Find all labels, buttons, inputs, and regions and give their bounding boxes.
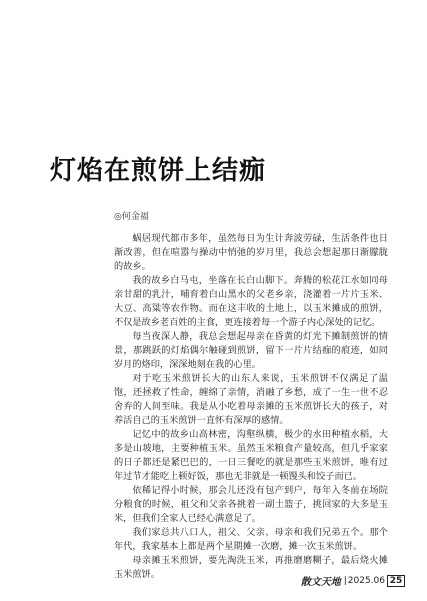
paragraph: 依稀记得小时候，那会儿还没有包产到户，每年入冬前在场院分粮食的时候，祖父和父亲各挑着一副土篮子，挑回家的大多是玉米，但我们全家人已经心满意足了。 (114, 485, 388, 524)
page-number: 25 (387, 575, 405, 587)
article-title: 灯焰在煎饼上结痂 (50, 156, 267, 186)
footer-separator: | (343, 575, 347, 586)
paragraph: 记忆中的故乡山高林密，沟壑纵横，极少的水田种植水稻，大多是山坡地，主要种植玉米。虽然玉米粮食产量较高，但几乎家家的日子都还是紧巴巴的，一日三餐吃的就是那些玉米煎饼，唯有过年过节才能吃上顿好饭，那也无非就是一顿馒头和饺子而已。 (114, 429, 388, 482)
paragraph: 我的故乡白马屯，坐落在长白山脚下。奔腾的松花江水如同母亲甘甜的乳汁，哺育着白山黑水的父老乡亲，浇灌着一片片玉米、大豆、高粱等农作物。而在这丰收的土地上，以玉米摊成的煎饼，不仅是故乡老百姓的主食，更连接着每一个游子内心深处的记忆。 (114, 275, 388, 328)
paragraph: 我们家总共八口人，祖父、父亲、母亲和我们兄弟五个。那个年代，我家基本上都是两个星期摊一次磨，摊一次玉米煎饼。 (114, 527, 388, 552)
paragraph: 对于吃玉米煎饼长大的山东人来说，玉米煎饼不仅满足了温饱，还拯救了性命，缠绵了亲情，消融了乡愁，成了一生一世不忍舍弃的人间至味。我是从小吃着母亲摊的玉米煎饼长大的孩子，对养活自己的玉米煎饼一直怀有深厚的感情。 (114, 373, 388, 426)
issue-date: 2025.06 (347, 575, 385, 586)
magazine-name: 散文天地 (300, 577, 341, 588)
article-author: ◎何金福 (114, 212, 149, 222)
paragraph: 母亲摊玉米煎饼，要先淘洗玉米，再推磨磨糊子，最后烧火摊玉米煎饼。 (114, 555, 388, 580)
paragraph: 每当夜深人静，我总会想起母亲在昏黄的灯光下摊制煎饼的情景，那跳跃的灯焰偶尔触碰到煎饼，留下一片片结痂的痕迹，如同岁月的烙印，深深地刻在我的心里。 (114, 331, 388, 370)
page-footer (301, 573, 405, 588)
article-body (114, 232, 388, 582)
paragraph: 蜗居现代都市多年，虽然每日为生计奔波劳碌，生活条件也日渐改善，但在喧嚣与操动中悄弛的岁月里，我总会想起那日渐朦胧的故乡。 (114, 233, 388, 272)
